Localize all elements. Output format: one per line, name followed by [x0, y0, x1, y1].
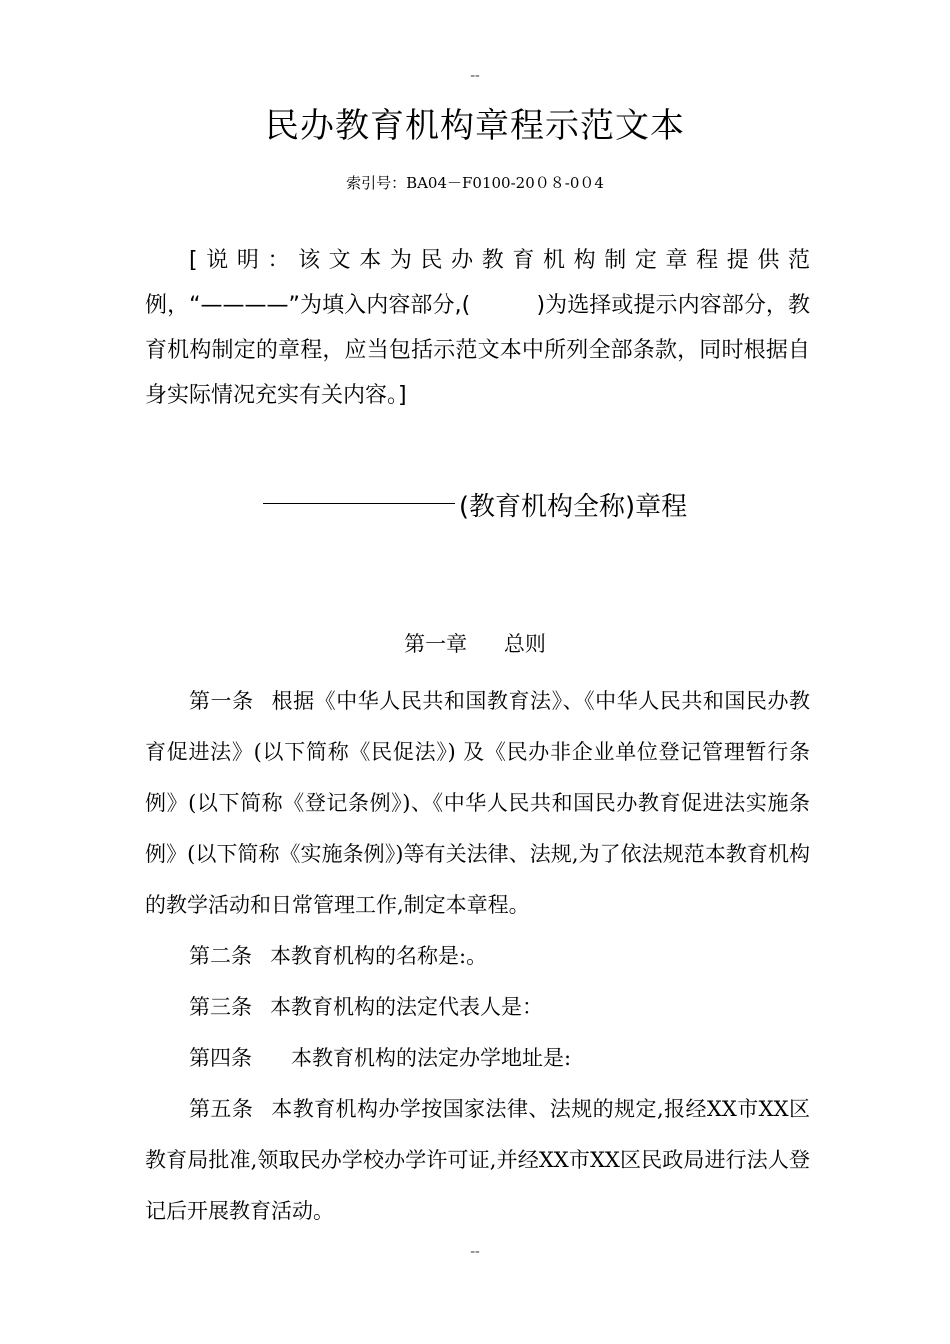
index-number: 索引号：BA04－F0100-20０８-0０4 [346, 174, 604, 192]
article-label: 第五条 [189, 1097, 254, 1121]
article-text: 本教育机构的名称是:。 [270, 944, 488, 968]
article-label: 第一条 [189, 689, 254, 713]
chapter-label: 第一章 [404, 632, 468, 656]
document-title: 民办教育机构章程示范文本 [265, 106, 685, 146]
chapter-heading [0, 628, 950, 658]
header-mark: -- [470, 68, 480, 83]
article-text: 本教育机构的法定代表人是： [270, 995, 543, 1019]
article-paragraph [145, 931, 810, 982]
article-label: 第四条 [189, 1046, 252, 1070]
fill-in-blank-line [263, 503, 455, 504]
instruction-note: [说明：该文本为民办教育机构制定章程提供范例，“————”为填入内容部分,( )为选择或提示内容部分，教育机构制定的章程，应当包括示范文本中所列全部条款，同时根据自身实际情况充实有关内容。] [145, 248, 810, 408]
article-paragraph [145, 982, 810, 1033]
article-text: 本教育机构办学按国家法律、法规的规定,报经XX市XX区教育局批准,领取民办学校办学许可证,并经XX市XX区民政局进行法人登记后开展教育活动。 [145, 1097, 810, 1223]
charter-title-text: (教育机构全称)章程 [458, 492, 688, 522]
chapter-name: 总则 [503, 632, 546, 656]
article-paragraph [145, 1033, 810, 1084]
article-label: 第二条 [189, 944, 252, 968]
articles-body [145, 676, 810, 1237]
article-paragraph [145, 1084, 810, 1237]
article-label: 第三条 [189, 995, 252, 1019]
article-paragraph [145, 676, 810, 931]
footer-mark: -- [470, 1244, 480, 1259]
article-text: 本教育机构的法定办学地址是: [270, 1046, 572, 1070]
article-text: 根据《中华人民共和国教育法》、《中华人民共和国民办教育促进法》(以下简称《民促法》) 及《民办非企业单位登记管理暂行条例》(以下简称《登记条例》)、《中华人民共和国民办教育促进法实施条例》(以下简称《实施条例》)等有关法律、法规,为了依法规范本教育机构的教学活动和日常管理工作,制定本章程。 [145, 689, 810, 917]
charter-title [0, 486, 950, 523]
